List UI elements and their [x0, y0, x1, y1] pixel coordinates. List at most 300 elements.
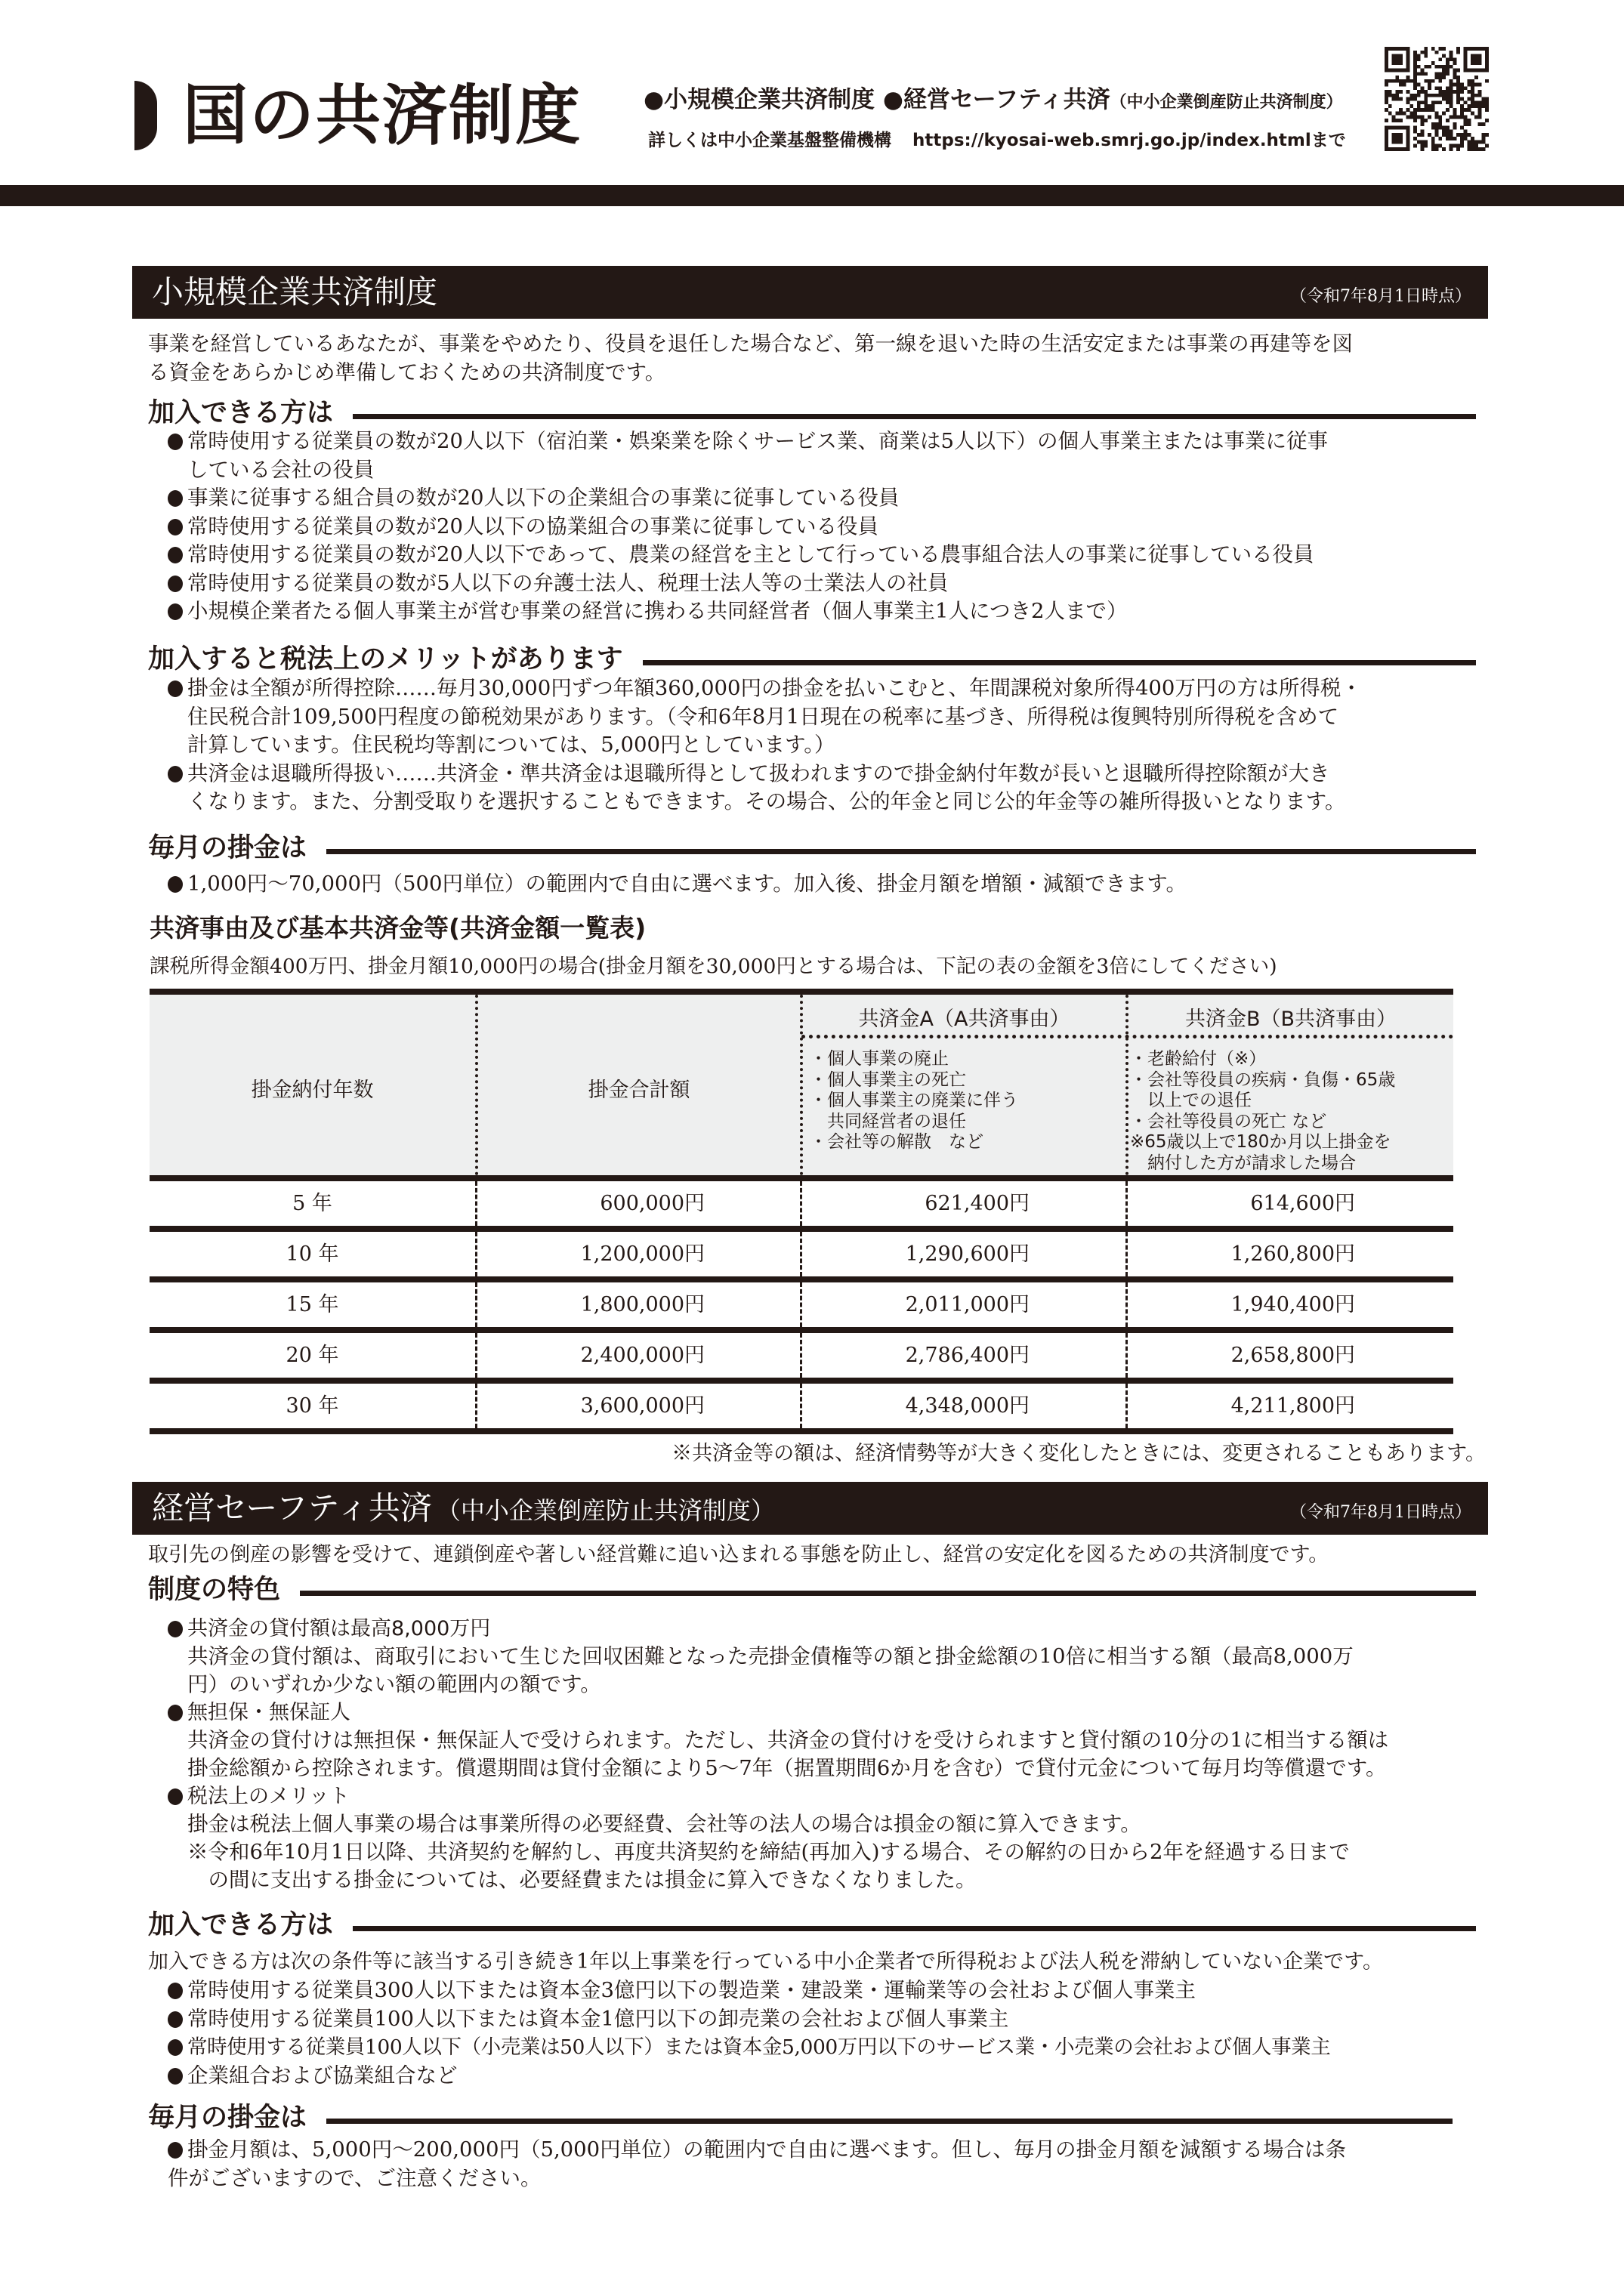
- qr-module: [1388, 47, 1392, 51]
- line: 件がございますので、ご注意ください。: [168, 2165, 542, 2190]
- qr-module: [1421, 115, 1425, 119]
- reason-item: 共同経営者の退任: [810, 1111, 966, 1131]
- qr-module: [1456, 90, 1460, 94]
- qr-module: [1471, 79, 1474, 83]
- qr-module: [1435, 65, 1439, 69]
- qr-module: [1450, 94, 1453, 97]
- qr-module: [1417, 115, 1421, 119]
- qr-module: [1435, 133, 1439, 137]
- qr-module: [1467, 90, 1471, 94]
- qr-module: [1478, 94, 1482, 97]
- qr-module: [1450, 97, 1453, 101]
- qr-module: [1385, 140, 1388, 144]
- qr-module: [1438, 119, 1442, 122]
- qr-module: [1385, 79, 1388, 83]
- cell-years: 30 年: [286, 1394, 339, 1418]
- qr-module: [1424, 100, 1428, 104]
- qr-module: [1392, 126, 1396, 130]
- qr-module: [1399, 147, 1403, 151]
- intro-line: 事業を経営しているあなたが、事業をやめたり、役員を退任した場合など、第一線を退いた時の生活安定または事業の再建等を図: [148, 332, 1353, 356]
- qr-module: [1460, 137, 1464, 140]
- qr-module: [1399, 119, 1403, 122]
- qr-module: [1399, 79, 1403, 83]
- column-divider: [1125, 1384, 1128, 1428]
- qr-module: [1421, 69, 1425, 73]
- qr-module: [1409, 112, 1413, 116]
- qr-module: [1413, 57, 1417, 61]
- qr-module: [1417, 100, 1421, 104]
- qr-module: [1453, 61, 1456, 65]
- qr-module: [1406, 137, 1410, 140]
- column-divider: [800, 1333, 802, 1378]
- qr-module: [1385, 90, 1388, 94]
- qr-module: [1385, 119, 1388, 122]
- qr-module: [1442, 129, 1446, 133]
- qr-module: [1442, 69, 1446, 73]
- qr-module: [1474, 140, 1478, 144]
- qr-module: [1481, 137, 1485, 140]
- section-1-monthly-list: [168, 870, 1490, 899]
- qr-module: [1467, 122, 1471, 126]
- qr-module: [1474, 47, 1478, 51]
- qr-module: [1450, 144, 1453, 147]
- line: 共済金の貸付額は、商取引において生じた回収困難となった売掛金債権等の額と掛金総額の10倍に相当する額（最高8,000万: [187, 1644, 1354, 1668]
- heading-text: 毎月の掛金は: [148, 2103, 307, 2133]
- qr-module: [1453, 90, 1456, 94]
- qr-module: [1446, 90, 1450, 94]
- column-header-years: 掛金納付年数: [251, 1079, 374, 1102]
- qr-module: [1406, 90, 1410, 94]
- list-item: 事業に従事する組合員の数が20人以下の企業組合の事業に従事している役員: [168, 484, 1490, 513]
- qr-module: [1431, 147, 1435, 151]
- qr-module: [1442, 133, 1446, 137]
- qr-module: [1481, 100, 1485, 104]
- table-note: ※共済金等の額は、経済情勢等が大きく変化したときには、変更されることもあります。: [672, 1442, 1486, 1465]
- qr-module: [1453, 72, 1456, 76]
- qr-module: [1388, 104, 1392, 108]
- qr-module: [1471, 147, 1474, 151]
- qr-module: [1392, 97, 1396, 101]
- qr-module: [1485, 47, 1489, 51]
- qr-module: [1446, 108, 1450, 112]
- qr-module: [1446, 126, 1450, 130]
- column-header-benefit-a: 共済金A（A共済事由）: [858, 1008, 1070, 1031]
- qr-module: [1481, 97, 1485, 101]
- qr-module: [1478, 90, 1482, 94]
- qr-module: [1392, 147, 1396, 151]
- qr-module: [1478, 47, 1482, 51]
- qr-module: [1424, 72, 1428, 76]
- table-rule: [150, 1428, 1453, 1434]
- qr-module: [1385, 61, 1388, 65]
- column-divider: [1125, 1333, 1128, 1378]
- qr-module: [1395, 54, 1399, 58]
- list-item: 常時使用する従業員100人以下（小売業は50人以下）または資本金5,000万円以下のサービス業・小売業の会社および個人事業主: [168, 2033, 1490, 2062]
- qr-module: [1450, 129, 1453, 133]
- qr-module: [1450, 137, 1453, 140]
- cell-benefit-b: 4,211,800円: [1230, 1394, 1355, 1418]
- qr-module: [1417, 72, 1421, 76]
- qr-module: [1385, 108, 1388, 112]
- qr-module: [1450, 104, 1453, 108]
- qr-module: [1453, 115, 1456, 119]
- qr-module: [1474, 104, 1478, 108]
- qr-module: [1421, 122, 1425, 126]
- qr-module: [1399, 83, 1403, 87]
- qr-module: [1399, 112, 1403, 116]
- details-prefix: 詳しくは中小企業基盤整備機構: [648, 131, 891, 150]
- column-header-total: 掛金合計額: [588, 1079, 690, 1102]
- qr-module: [1460, 108, 1464, 112]
- list-item: 常時使用する従業員の数が5人以下の弁護士法人、税理士法人等の士業法人の社員: [168, 569, 1490, 598]
- table-header: [150, 995, 1453, 1175]
- heading-text: 加入すると税法上のメリットがあります: [148, 644, 623, 674]
- section-2-as-of: （令和7年8月1日時点）: [1290, 1503, 1471, 1522]
- qr-module: [1428, 94, 1431, 97]
- qr-module: [1424, 119, 1428, 122]
- qr-code-icon[interactable]: [1384, 47, 1490, 151]
- qr-module: [1406, 47, 1410, 51]
- qr-module: [1417, 83, 1421, 87]
- qr-module: [1392, 133, 1396, 137]
- qr-module: [1399, 57, 1403, 61]
- qr-module: [1388, 69, 1392, 73]
- qr-module: [1438, 76, 1442, 79]
- qr-module: [1456, 144, 1460, 147]
- qr-module: [1464, 86, 1468, 90]
- qr-module: [1478, 112, 1482, 116]
- qr-module: [1413, 54, 1417, 58]
- qr-module: [1421, 72, 1425, 76]
- qr-module: [1395, 47, 1399, 51]
- table-row: [150, 1333, 1453, 1378]
- qr-module: [1474, 147, 1478, 151]
- line: 共済金は退職所得扱い……共済金・準共済金は退職所得として扱われますので掛金納付年数が長いと退職所得控除額が大き: [187, 761, 1330, 785]
- benefit-a-reasons: [810, 1049, 1018, 1153]
- section-2-features-list: [168, 1615, 1490, 1894]
- section-1-as-of: （令和7年8月1日時点）: [1290, 287, 1471, 306]
- qr-module: [1409, 79, 1413, 83]
- qr-module: [1399, 54, 1403, 58]
- qr-module: [1399, 61, 1403, 65]
- qr-module: [1481, 122, 1485, 126]
- qr-module: [1464, 69, 1468, 73]
- qr-module: [1460, 86, 1464, 90]
- qr-module: [1417, 108, 1421, 112]
- qr-module: [1417, 94, 1421, 97]
- qr-module: [1464, 119, 1468, 122]
- program-2-note: （中小企業倒産防止共済制度）: [1110, 93, 1343, 112]
- reason-item: ・会社等役員の死亡 など: [1130, 1111, 1327, 1131]
- qr-module: [1421, 86, 1425, 90]
- header-details: [648, 128, 1346, 153]
- list-item: [168, 427, 1490, 484]
- qr-module: [1413, 51, 1417, 54]
- column-divider: [800, 1181, 802, 1226]
- qr-module: [1392, 94, 1396, 97]
- qr-module: [1428, 133, 1431, 137]
- qr-module: [1435, 72, 1439, 76]
- line: 掛金総額から控除されます。償還期間は貸付金額により5～7年（据置期間6か月を含む）で貸付元金について毎月均等償還です。: [187, 1756, 1387, 1780]
- qr-module: [1421, 133, 1425, 137]
- qr-module: [1413, 61, 1417, 65]
- qr-module: [1406, 129, 1410, 133]
- qr-module: [1421, 100, 1425, 104]
- qr-module: [1460, 112, 1464, 116]
- qr-module: [1406, 140, 1410, 144]
- qr-module: [1435, 126, 1439, 130]
- qr-module: [1403, 83, 1406, 87]
- cell-total: 2,400,000円: [580, 1344, 705, 1367]
- feature-body: [168, 1810, 1490, 1894]
- qr-module: [1428, 108, 1431, 112]
- qr-module: [1442, 76, 1446, 79]
- qr-module: [1431, 104, 1435, 108]
- qr-module: [1460, 104, 1464, 108]
- list-item: 常時使用する従業員の数が20人以下であって、農業の経営を主として行っている農事組合法人の事業に従事している役員: [168, 541, 1490, 569]
- qr-module: [1424, 108, 1428, 112]
- reason-item: ・個人事業主の死亡: [810, 1069, 966, 1090]
- qr-module: [1456, 47, 1460, 51]
- feature-title: 無担保・無保証人: [168, 1699, 1490, 1727]
- list-item: 常時使用する従業員の数が20人以下の協業組合の事業に従事している役員: [168, 513, 1490, 542]
- qr-module: [1395, 133, 1399, 137]
- qr-module: [1450, 65, 1453, 69]
- qr-module: [1438, 72, 1442, 76]
- cell-benefit-b: 2,658,800円: [1230, 1344, 1355, 1367]
- qr-module: [1424, 90, 1428, 94]
- qr-module: [1403, 47, 1406, 51]
- qr-module: [1485, 51, 1489, 54]
- qr-module: [1467, 140, 1471, 144]
- qr-module: [1467, 147, 1471, 151]
- heading-rule: [353, 1926, 1476, 1931]
- column-divider: [475, 1384, 477, 1428]
- qr-module: [1406, 79, 1410, 83]
- qr-module: [1450, 90, 1453, 94]
- column-divider: [475, 1333, 477, 1378]
- qr-module: [1395, 90, 1399, 94]
- column-divider: [1125, 1181, 1128, 1226]
- qr-module: [1417, 104, 1421, 108]
- qr-module: [1385, 133, 1388, 137]
- qr-module: [1471, 90, 1474, 94]
- qr-module: [1409, 104, 1413, 108]
- qr-module: [1471, 112, 1474, 116]
- qr-module: [1385, 65, 1388, 69]
- qr-module: [1417, 65, 1421, 69]
- section-2-eligibility-intro: 加入できる方は次の条件等に該当する引き続き1年以上事業を行っている中小企業者で所得税および法人税を滞納していない企業です。: [148, 1950, 1384, 1974]
- qr-module: [1446, 57, 1450, 61]
- qr-module: [1453, 69, 1456, 73]
- section-2-intro: 取引先の倒産の影響を受けて、連鎖倒産や著しい経営難に追い込まれる事態を防止し、経営の安定化を図るための共済制度です。: [148, 1543, 1329, 1566]
- qr-module: [1406, 65, 1410, 69]
- program-2-label: ●経営セーフティ共済: [882, 86, 1110, 113]
- heading-text: 加入できる方は: [148, 1910, 334, 1940]
- qr-module: [1428, 115, 1431, 119]
- qr-module: [1442, 147, 1446, 151]
- qr-module: [1485, 108, 1489, 112]
- qr-module: [1388, 126, 1392, 130]
- qr-module: [1456, 86, 1460, 90]
- reason-item: ・個人事業主の廃業に伴う: [810, 1091, 1018, 1110]
- cell-total: 1,800,000円: [580, 1293, 705, 1316]
- qr-module: [1464, 51, 1468, 54]
- program-1-label: ●小規模企業共済制度: [644, 86, 875, 113]
- qr-module: [1471, 144, 1474, 147]
- list-item: 1,000円～70,000円（500円単位）の範囲内で自由に選べます。加入後、掛金月額を増額・減額できます。: [168, 870, 1490, 899]
- qr-module: [1438, 115, 1442, 119]
- qr-module: [1421, 90, 1425, 94]
- section-1-eligibility-list: [168, 427, 1490, 626]
- qr-module: [1421, 119, 1425, 122]
- qr-module: [1467, 108, 1471, 112]
- qr-module: [1485, 104, 1489, 108]
- qr-module: [1442, 90, 1446, 94]
- qr-module: [1453, 76, 1456, 79]
- qr-module: [1456, 79, 1460, 83]
- qr-module: [1399, 47, 1403, 51]
- qr-module: [1424, 47, 1428, 51]
- qr-module: [1413, 137, 1417, 140]
- column-header-benefit-b: 共済金B（B共済事由）: [1184, 1008, 1397, 1031]
- qr-module: [1399, 133, 1403, 137]
- qr-module: [1471, 83, 1474, 87]
- qr-module: [1392, 115, 1396, 119]
- qr-module: [1428, 86, 1431, 90]
- qr-module: [1450, 115, 1453, 119]
- qr-module: [1435, 76, 1439, 79]
- qr-module: [1392, 54, 1396, 58]
- qr-module: [1450, 83, 1453, 87]
- line: の間に支出する掛金については、必要経費または損金に算入できなくなりました。: [187, 1868, 977, 1892]
- qr-module: [1438, 79, 1442, 83]
- qr-module: [1467, 79, 1471, 83]
- qr-module: [1471, 54, 1474, 58]
- qr-module: [1421, 51, 1425, 54]
- reason-item: 以上での退任: [1130, 1091, 1252, 1110]
- qr-module: [1417, 57, 1421, 61]
- benefit-table: [150, 989, 1453, 1434]
- line: 掛金は全額が所得控除……毎月30,000円ずつ年額360,000円の掛金を払いこむと、年間課税対象所得400万円の方は所得税・: [187, 676, 1362, 700]
- section-2-monthly-list: [168, 2136, 1490, 2193]
- qr-module: [1446, 129, 1450, 133]
- qr-module: [1481, 69, 1485, 73]
- qr-module: [1413, 79, 1417, 83]
- feature-body: [168, 1727, 1490, 1782]
- qr-module: [1464, 129, 1468, 133]
- qr-module: [1478, 122, 1482, 126]
- table-row: [150, 1232, 1453, 1276]
- table-caption: 課税所得金額400万円、掛金月額10,000円の場合(掛金月額を30,000円とする場合は、下記の表の金額を3倍にしてください): [150, 955, 1277, 978]
- qr-module: [1435, 122, 1439, 126]
- qr-module: [1399, 140, 1403, 144]
- qr-module: [1485, 65, 1489, 69]
- qr-module: [1435, 86, 1439, 90]
- qr-module: [1392, 61, 1396, 65]
- cell-total: 3,600,000円: [580, 1394, 705, 1418]
- qr-module: [1467, 69, 1471, 73]
- section-1-monthly-heading: [148, 832, 1476, 865]
- qr-module: [1485, 119, 1489, 122]
- website-link[interactable]: https://kyosai-web.smrj.go.jp/index.htmlまで: [912, 131, 1346, 150]
- line: 掛金は税法上個人事業の場合は事業所得の必要経費、会社等の法人の場合は損金の額に算入できます。: [187, 1812, 1141, 1836]
- list-item: 小規模企業者たる個人事業主が営む事業の経営に携わる共同経営者（個人事業主1人につき2人まで）: [168, 597, 1490, 626]
- line: している会社の役員: [187, 457, 375, 482]
- cell-total: 600,000円: [600, 1192, 705, 1215]
- qr-module: [1385, 144, 1388, 147]
- qr-module: [1388, 112, 1392, 116]
- cell-total: 1,200,000円: [580, 1242, 705, 1266]
- qr-module: [1478, 69, 1482, 73]
- qr-module: [1481, 104, 1485, 108]
- qr-module: [1474, 115, 1478, 119]
- section-1-title: 小規模企業共済制度: [152, 273, 438, 310]
- cell-benefit-a: 621,400円: [925, 1192, 1030, 1215]
- qr-module: [1478, 108, 1482, 112]
- qr-module: [1431, 100, 1435, 104]
- header-divider-band: [0, 185, 1624, 206]
- qr-module: [1435, 144, 1439, 147]
- section-2-title-main: 経営セーフティ共済: [152, 1489, 432, 1526]
- reason-item: ・会社等の解散 など: [810, 1132, 983, 1152]
- qr-module: [1464, 57, 1468, 61]
- reason-item: ・会社等役員の疾病・負傷・65歳: [1130, 1069, 1396, 1090]
- cell-benefit-a: 1,290,600円: [905, 1242, 1030, 1266]
- line: 住民税合計109,500円程度の節税効果があります。（令和6年8月1日現在の税率に基づき、所得税は復興特別所得税を含めて: [187, 704, 1339, 729]
- qr-module: [1392, 69, 1396, 73]
- qr-module: [1385, 54, 1388, 58]
- qr-module: [1453, 57, 1456, 61]
- qr-module: [1409, 94, 1413, 97]
- qr-module: [1481, 147, 1485, 151]
- qr-module: [1485, 69, 1489, 73]
- section-1-eligibility-heading: [148, 397, 1476, 430]
- section-2-monthly-heading: [148, 2101, 1453, 2134]
- line: 共済金の貸付けは無担保・無保証人で受けられます。ただし、共済金の貸付けを受けられますと貸付額の10分の1に相当する額は: [187, 1728, 1389, 1752]
- qr-module: [1456, 97, 1460, 101]
- qr-module: [1413, 144, 1417, 147]
- qr-module: [1442, 112, 1446, 116]
- qr-module: [1453, 144, 1456, 147]
- heading-text: 加入できる方は: [148, 398, 334, 428]
- qr-module: [1403, 147, 1406, 151]
- qr-module: [1388, 147, 1392, 151]
- feature-title: 税法上のメリット: [168, 1782, 1490, 1810]
- section-2-title-sub: （中小企業倒産防止共済制度）: [436, 1496, 775, 1525]
- qr-module: [1399, 97, 1403, 101]
- line: 計算しています。住民税均等割については、5,000円としています。）: [187, 733, 835, 757]
- qr-module: [1406, 100, 1410, 104]
- qr-module: [1485, 61, 1489, 65]
- intro-line: る資金をあらかじめ準備しておくための共済制度です。: [148, 360, 666, 384]
- section-1-title-bar: [132, 266, 1488, 319]
- qr-module: [1413, 69, 1417, 73]
- qr-module: [1478, 104, 1482, 108]
- qr-module: [1438, 57, 1442, 61]
- column-divider: [1125, 1282, 1128, 1327]
- qr-module: [1385, 137, 1388, 140]
- qr-module: [1413, 115, 1417, 119]
- qr-module: [1438, 86, 1442, 90]
- qr-module: [1406, 144, 1410, 147]
- qr-module: [1435, 100, 1439, 104]
- qr-module: [1395, 97, 1399, 101]
- qr-module: [1474, 69, 1478, 73]
- cell-benefit-b: 1,940,400円: [1230, 1293, 1355, 1316]
- qr-module: [1453, 126, 1456, 130]
- qr-module: [1442, 94, 1446, 97]
